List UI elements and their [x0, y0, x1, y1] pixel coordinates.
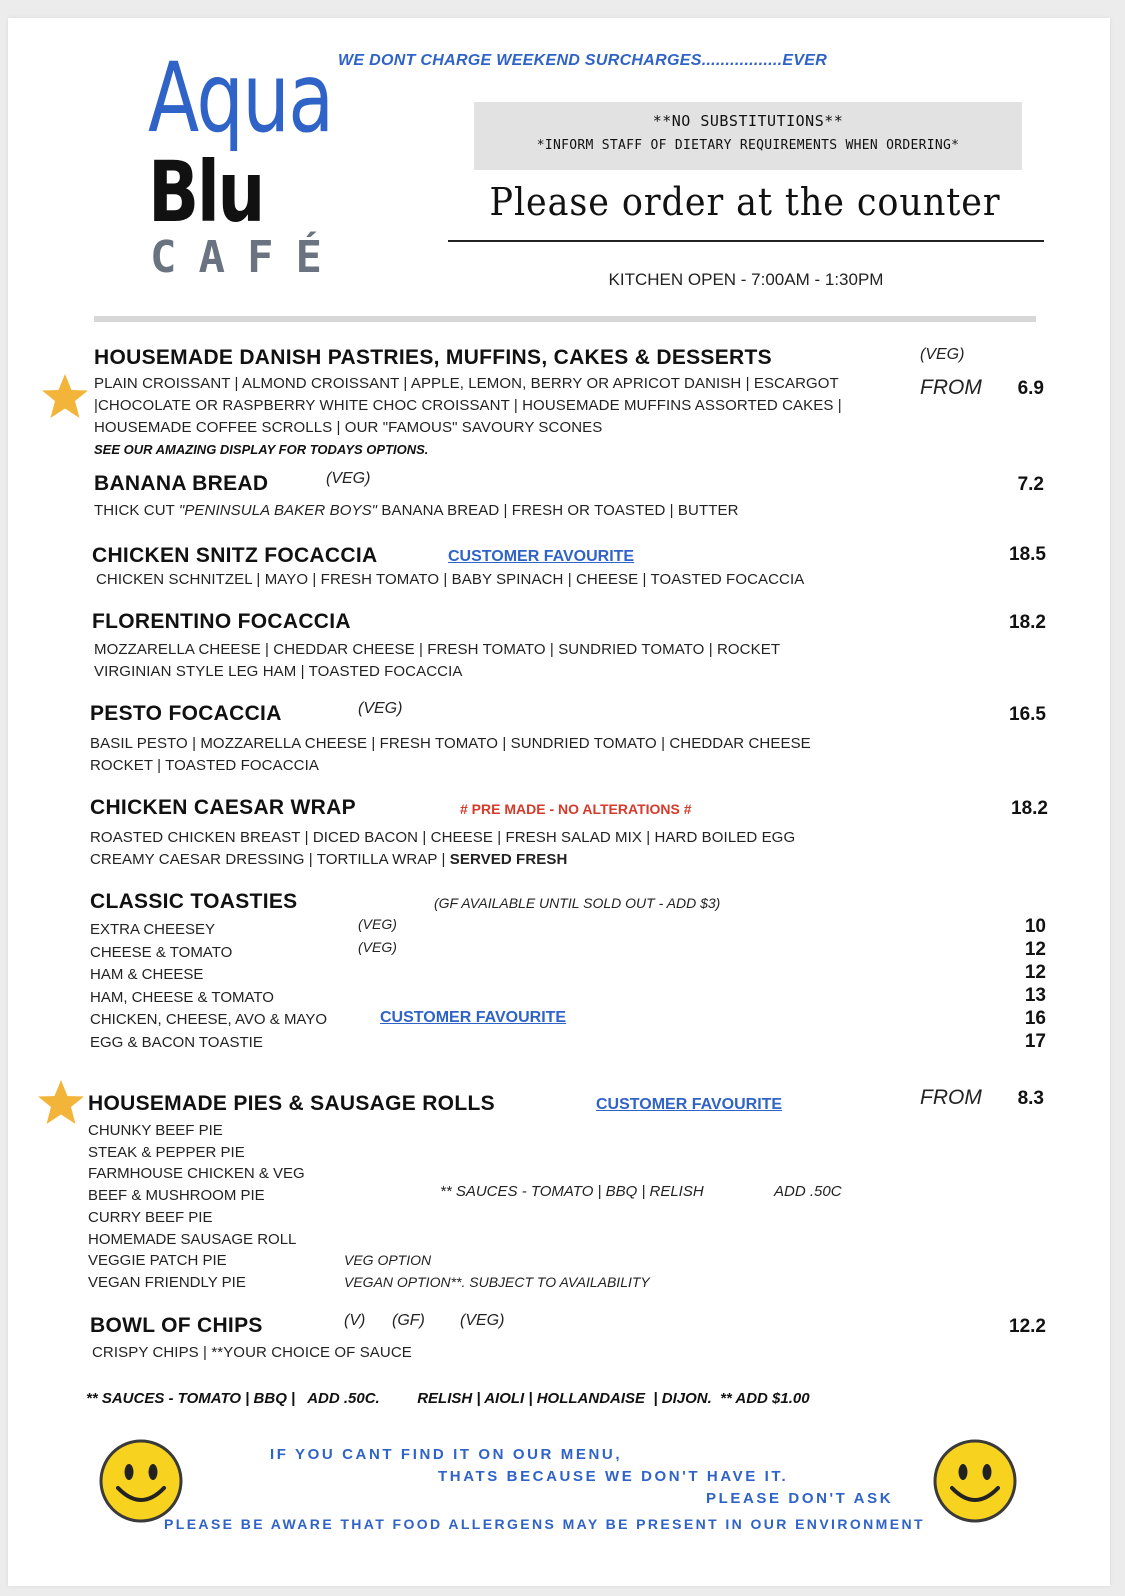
no-substitutions-text: **NO SUBSTITUTIONS** — [652, 112, 844, 130]
florentino-line-2: VIRGINIAN STYLE LEG HAM | TOASTED FOCACCIA — [94, 663, 463, 680]
banana-desc-pre: THICK CUT — [94, 502, 179, 519]
pastries-from: FROM — [920, 376, 982, 399]
pesto-price: 16.5 — [1009, 704, 1046, 725]
banana-bread-title: BANANA BREAD — [94, 472, 269, 495]
banana-desc-post: BANANA BREAD | FRESH OR TOASTED | BUTTER — [377, 502, 739, 519]
surcharge-notice: WE DONT CHARGE WEEKEND SURCHARGES.................EVER — [338, 52, 828, 69]
pies-list — [88, 1120, 305, 1294]
list-item: VEGGIE PATCH PIE — [88, 1252, 227, 1270]
pesto-title: PESTO FOCACCIA — [90, 702, 282, 725]
toastie-price: 16 — [1024, 1008, 1046, 1029]
star-icon — [36, 1078, 86, 1128]
toasties-prices — [986, 915, 1046, 1053]
allergen-notice: PLEASE BE AWARE THAT FOOD ALLERGENS MAY BE PRESENT IN OUR ENVIRONMENT — [164, 1516, 925, 1532]
header-divider — [94, 316, 1036, 322]
pastries-display-note: SEE OUR AMAZING DISPLAY FOR TODAYS OPTIONS. — [94, 442, 429, 457]
pastries-line-1: PLAIN CROISSANT | ALMOND CROISSANT | APPLE, LEMON, BERRY OR APRICOT DANISH | ESCARGOT — [94, 375, 839, 392]
toastie-price: 12 — [1024, 962, 1046, 983]
list-item: EXTRA CHEESEY — [90, 921, 216, 938]
veg-option-note: VEG OPTION — [344, 1252, 432, 1268]
substitution-notice-box — [474, 102, 1022, 170]
pastries-line-2: |CHOCOLATE OR RASPBERRY WHITE CHOC CROISSANT | HOUSEMADE MUFFINS ASSORTED CAKES | — [94, 397, 842, 414]
caesar-line-1: ROASTED CHICKEN BREAST | DICED BACON | CHEESE | FRESH SALAD MIX | HARD BOILED EGG — [90, 829, 796, 846]
caesar-line-2-text: CREAMY CAESAR DRESSING | TORTILLA WRAP | — [90, 851, 450, 868]
dietary-requirements-text: *INFORM STAFF OF DIETARY REQUIREMENTS WHEN ORDERING* — [536, 138, 960, 153]
vegan-option-note: VEGAN OPTION**. SUBJECT TO AVAILABILITY — [344, 1274, 650, 1290]
toasties-favourite: CUSTOMER FAVOURITE — [380, 1009, 567, 1026]
pies-sauces: ** SAUCES - TOMATO | BBQ | RELISH — [440, 1183, 704, 1200]
banana-bread-price: 7.2 — [1017, 474, 1044, 495]
list-item: CURRY BEEF PIE — [88, 1208, 213, 1226]
list-item: CHUNKY BEEF PIE — [88, 1122, 223, 1139]
pesto-veg: (VEG) — [358, 700, 403, 717]
chips-v: (V) — [344, 1312, 366, 1329]
banana-bread-veg: (VEG) — [326, 470, 371, 487]
caesar-wrap-alert: # PRE MADE - NO ALTERATIONS # — [460, 801, 692, 817]
pies-price: 8.3 — [1017, 1088, 1044, 1109]
list-item: CHICKEN, CHEESE, AVO & MAYO — [90, 1011, 327, 1028]
toastie-veg-1: (VEG) — [358, 916, 397, 932]
list-item: VEGAN FRIENDLY PIE — [88, 1273, 246, 1291]
order-underline — [448, 240, 1044, 242]
logo-cafe: CAFÉ — [150, 232, 344, 283]
list-item: FARMHOUSE CHICKEN & VEG — [88, 1165, 305, 1183]
pastries-title: HOUSEMADE DANISH PASTRIES, MUFFINS, CAKES & DESSERTS — [94, 346, 772, 369]
menu-page — [8, 18, 1110, 1586]
chips-title: BOWL OF CHIPS — [90, 1314, 263, 1337]
served-fresh: SERVED FRESH — [449, 851, 568, 868]
florentino-title: FLORENTINO FOCACCIA — [92, 610, 351, 633]
toasties-title: CLASSIC TOASTIES — [90, 890, 298, 913]
pies-favourite: CUSTOMER FAVOURITE — [596, 1096, 783, 1113]
kitchen-hours: KITCHEN OPEN - 7:00AM - 1:30PM — [608, 270, 884, 289]
chicken-snitz-title: CHICKEN SNITZ FOCACCIA — [92, 544, 378, 567]
chips-veg: (VEG) — [460, 1312, 505, 1329]
list-item: STEAK & PEPPER PIE — [88, 1143, 245, 1161]
chicken-snitz-desc: CHICKEN SCHNITZEL | MAYO | FRESH TOMATO | BABY SPINACH | CHEESE | TOASTED FOCACCIA — [96, 571, 805, 588]
pies-from: FROM — [920, 1086, 982, 1109]
banana-bread-desc — [94, 500, 739, 522]
pies-sauces-add: ADD .50C — [774, 1183, 842, 1200]
florentino-line-1: MOZZARELLA CHEESE | CHEDDAR CHEESE | FRESH TOMATO | SUNDRIED TOMATO | ROCKET — [94, 641, 781, 658]
chicken-snitz-favourite: CUSTOMER FAVOURITE — [448, 548, 635, 565]
chips-gf: (GF) — [392, 1312, 425, 1329]
toastie-price: 17 — [1024, 1031, 1046, 1052]
pastries-line-3: HOUSEMADE COFFEE SCROLLS | OUR "FAMOUS" SAVOURY SCONES — [94, 419, 603, 436]
list-item: EGG & BACON TOASTIE — [90, 1033, 263, 1051]
star-icon — [40, 372, 90, 422]
pesto-line-1: BASIL PESTO | MOZZARELLA CHEESE | FRESH TOMATO | SUNDRIED TOMATO | CHEDDAR CHEESE — [90, 735, 811, 752]
list-item: HAM & CHEESE — [90, 966, 204, 983]
chicken-snitz-price: 18.5 — [1009, 544, 1046, 565]
smiley-icon — [932, 1438, 1018, 1524]
list-item: HOMEMADE SAUSAGE ROLL — [88, 1230, 297, 1248]
toastie-price: 13 — [1024, 985, 1046, 1006]
chips-desc: CRISPY CHIPS | **YOUR CHOICE OF SAUCE — [92, 1344, 412, 1361]
toastie-price: 10 — [1024, 916, 1046, 937]
pastries-price: 6.9 — [1017, 378, 1044, 399]
list-item: HAM, CHEESE & TOMATO — [90, 988, 274, 1006]
caesar-line-2 — [90, 849, 567, 871]
sauces-footnote: ** SAUCES - TOMATO | BBQ | ADD .50C. RELISH | AIOLI | HOLLANDAISE | DIJON. ** ADD $1.00 — [86, 1390, 810, 1407]
pies-title: HOUSEMADE PIES & SAUSAGE ROLLS — [88, 1092, 495, 1115]
caesar-wrap-title: CHICKEN CAESAR WRAP — [90, 796, 356, 819]
florentino-price: 18.2 — [1009, 612, 1046, 633]
list-item: CHEESE & TOMATO — [90, 943, 233, 961]
menu-message-line-2: THATS BECAUSE WE DON'T HAVE IT. — [438, 1468, 789, 1485]
order-at-counter-heading: Please order at the counter — [489, 180, 1001, 224]
caesar-wrap-price: 18.2 — [1011, 798, 1048, 819]
menu-message-line-1: IF YOU CANT FIND IT ON OUR MENU, — [270, 1446, 623, 1463]
list-item: BEEF & MUSHROOM PIE — [88, 1187, 265, 1205]
banana-desc-bakery: "PENINSULA BAKER BOYS" — [178, 502, 378, 519]
toastie-veg-2: (VEG) — [358, 939, 397, 955]
logo-blu: Blu — [148, 143, 263, 241]
chips-price: 12.2 — [1009, 1316, 1046, 1337]
toasties-gf-note: (GF AVAILABLE UNTIL SOLD OUT - ADD $3) — [434, 895, 721, 911]
pesto-line-2: ROCKET | TOASTED FOCACCIA — [90, 757, 319, 774]
toastie-price: 12 — [1024, 939, 1046, 960]
smiley-icon — [98, 1438, 184, 1524]
pastries-veg: (VEG) — [920, 346, 965, 363]
menu-message-line-3: PLEASE DON'T ASK — [706, 1490, 894, 1507]
toasties-list — [90, 919, 327, 1054]
logo-aqua: Aqua — [148, 42, 333, 154]
